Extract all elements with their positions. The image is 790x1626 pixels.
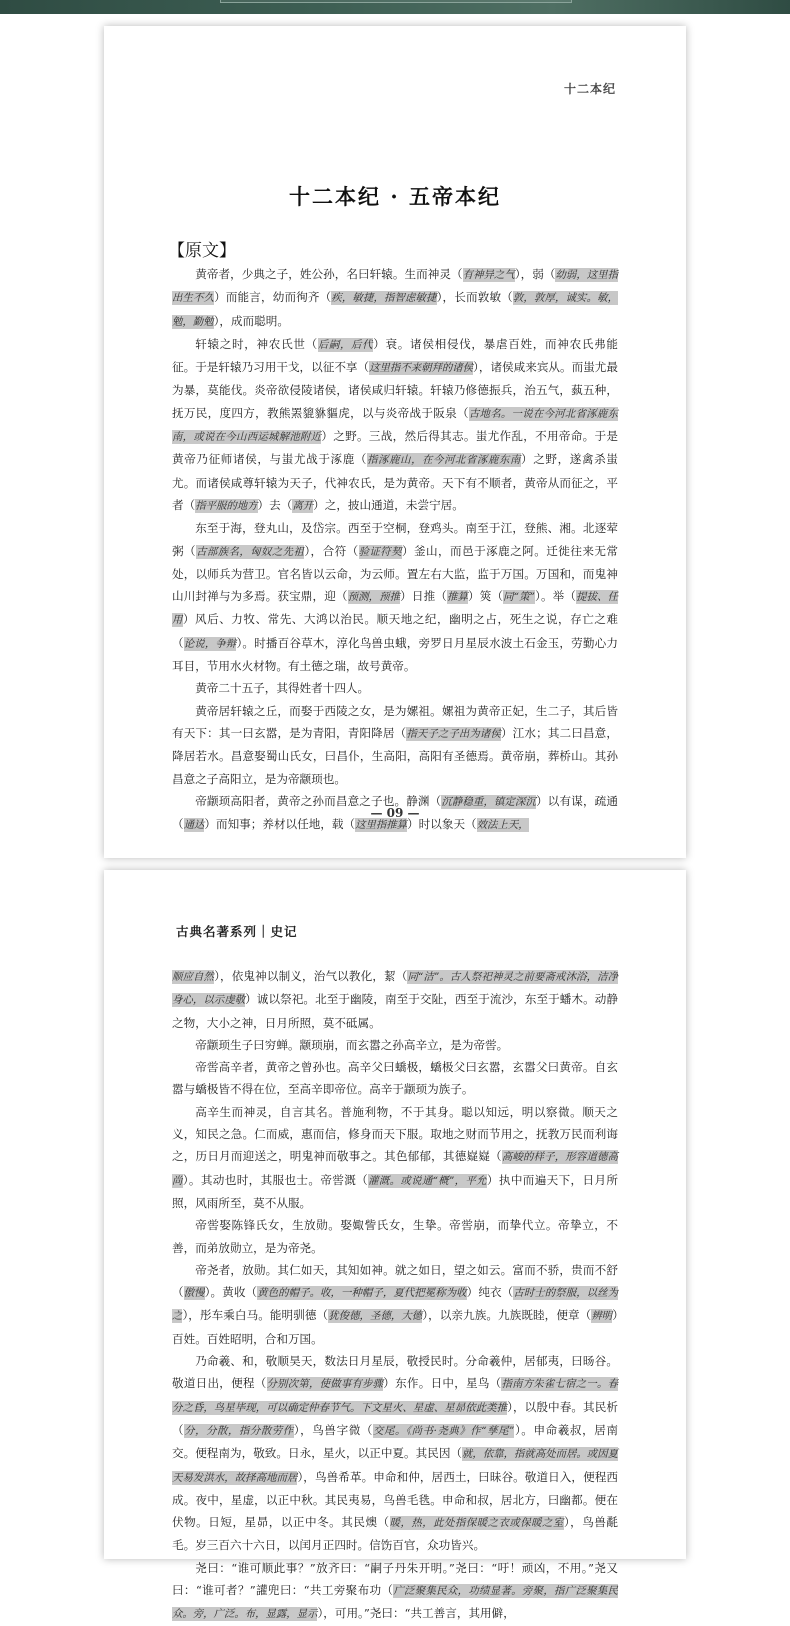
annotation-note: 这里指不来朝拜的诸侯 <box>369 362 474 375</box>
paragraph: 乃命羲、和，敬顺昊天，数法日月星辰，敬授民时。分命羲仲，居郁夷，曰旸谷。敬道日出，便程（分别次第，使做事有步骤）东作。日中，星鸟（指南方朱雀七宿之一。春分之昏，鸟星毕现，可以确定仲春节气。下文星火、星虚、星昴依此类推），以殷中春。其民析（分，分散，指分散劳作），鸟兽字微（交尾。《尚书·尧典》作“孳尾”）。申命羲叔，居南交。便程南为，敬致。日永，星火，以正中夏。其民因（就，依靠，指就高处而居。或因夏天易发洪水，故择高地而居），鸟兽希革。申命和仲，居西土，曰昧谷。敬道日入，便程西成。夜中，星虚，以正中秋。其民夷易，鸟兽毛毨。申命和叔，居北方，曰幽都。便在伏物。日短，星昴，以正中冬。其民燠（暖，热，此处指保暖之衣或保暖之室），鸟兽氄毛。岁三百六十六日，以闰月正四时。信饬百官，众功皆兴。 <box>172 1354 619 1553</box>
paragraph: 黄帝二十五子，其得姓者十四人。 <box>195 681 370 696</box>
book-page-left <box>104 26 686 858</box>
annotation-note: 指平服的地方 <box>195 499 258 512</box>
paragraph: 尧曰：“谁可顺此事？”放齐曰：“嗣子丹朱开明。”尧曰：“吁！顽凶，不用。”尧又曰：“谁可者？”讙兜曰：“共工旁聚布功（广泛聚集民众，功绩显著。旁聚，指广泛聚集民众。旁，广泛。布，显露，显示），可用。”尧曰：“共工善言，其用僻， <box>172 1560 618 1621</box>
book-page-right <box>104 870 686 1621</box>
annotation-note: 高峻的样子，形容道德高尚 <box>172 1151 618 1187</box>
annotation-note: 指涿鹿山，在今河北省涿鹿东南 <box>367 454 522 467</box>
section-label-original-text: 【原文】 <box>168 241 236 261</box>
annotation-note: 预测，预推 <box>347 591 401 604</box>
annotation-note: 犹俊德，圣德，大德 <box>328 1310 423 1323</box>
annotation-note: 敦，敦厚，诚实。敏，勉，勤勉 <box>172 292 619 328</box>
annotation-note: 傲慢 <box>183 1287 205 1300</box>
annotation-note: 这里指推算 <box>355 819 408 832</box>
paragraph: 轩辕之时，神农氏世（后嗣，后代）衰。诸侯相侵伐，暴虐百姓，而神农氏弗能征。于是轩辕乃习用干戈，以征不享（这里指不来朝拜的诸侯），诸侯咸来宾从。而蚩尤最为暴，莫能伐。炎帝欲侵陵诸侯，诸侯咸归轩辕。轩辕乃修德振兵，治五气，蓺五种，抚万民，度四方，教熊罴貔貅貙虎，以与炎帝战于阪泉（古地名。一说在今河北省涿鹿东南，或说在今山西运城解池附近）之野。三战，然后得其志。蚩尤作乱，不用帝命。于是黄帝乃征师诸侯，与蚩尤战于涿鹿（指涿鹿山，在今河北省涿鹿东南）之野，遂禽杀蚩尤。而诸侯咸尊轩辕为天子，代神农氏，是为黄帝。天下有不顺者，黄帝从而征之，平者（指平服的地方）去（离开）之，披山通道，未尝宁居。 <box>172 336 618 512</box>
banner-tab <box>220 0 572 3</box>
top-banner <box>0 0 790 14</box>
annotation-note: 沉静稳重，镇定深沉 <box>441 795 537 808</box>
annotation-note: 灌溉。或说通“概”，平允 <box>368 1174 487 1187</box>
annotation-note: 分，分散，指分散劳作 <box>184 1424 294 1437</box>
paragraph: 东至于海，登丸山，及岱宗。西至于空桐，登鸡头。南至于江，登熊、湘。北逐荤粥（古部族名，匈奴之先祖），合符（验证符契）釜山，而邑于涿鹿之阿。迁徙往来无常处，以师兵为营卫。官名皆以云命，为云师。置左右大监，监于万国。万国和，而鬼神山川封禅与为多焉。获宝鼎，迎（预测，预推）日推（推算）筴（同“策”）。举（提拔、任用）风后、力牧、常先、大鸿以治民。顺天地之纪，幽明之占，死生之说，存亡之难（论说，争辩）。时播百谷草木，淳化鸟兽虫蛾，旁罗日月星辰水波土石金玉，劳勤心力耳目，节用水火材物。有土德之瑞，故号黄帝。 <box>172 521 619 674</box>
annotation-note: 暖，热，此处指保暖之衣或保暖之室 <box>389 1517 564 1530</box>
paragraph: 帝尧者，放勋。其仁如天，其知如神。就之如日，望之如云。富而不骄，贵而不舒（傲慢）。黄收（黄色的帽子。收，一种帽子，夏代把冕称为收）纯衣（古时士的祭服，以丝为之），彤车乘白马。能明驯德（犹俊德，圣德，大德），以亲九族。九族既睦，便章（辨明）百姓。百姓昭明，合和万国。 <box>172 1262 619 1346</box>
annotation-note: 同“洁”。古人祭祀神灵之前要斋戒沐浴，洁净身心，以示虔敬 <box>172 971 619 1007</box>
annotation-note: 就，依靠，指就高处而居。或因夏天易发洪水，故择高地而居 <box>172 1448 618 1484</box>
annotation-note: 古时士的祭服，以丝为之 <box>172 1287 618 1323</box>
original-text-body <box>172 965 618 1626</box>
paragraph: 黄帝者，少典之子，姓公孙，名曰轩辕。生而神灵（有神异之气），弱（幼弱，这里指出生不久）而能言，幼而徇齐（疾，敏捷，指智虑敏捷），长而敦敏（敦，敦厚，诚实。敏，勉，勤勉），成而聪明。 <box>172 267 619 328</box>
annotation-note: 分别次第，使做事有步骤 <box>266 1378 384 1391</box>
running-header: 古典名著系列｜史记 <box>176 924 298 939</box>
annotation-note: 后嗣，后代 <box>317 338 374 351</box>
annotation-note: 指天子之子出为诸侯 <box>406 727 501 740</box>
annotation-note: 古部族名，匈奴之先祖 <box>196 545 305 558</box>
annotation-note: 疾，敏捷，指智虑敏捷 <box>331 292 437 305</box>
paragraph: 黄帝居轩辕之丘，而娶于西陵之女，是为嫘祖。嫘祖为黄帝正妃，生二子，其后皆有天下：其一曰玄嚣，是为青阳，青阳降居（指天子之子出为诸侯）江水；其二曰昌意，降居若水。昌意娶蜀山氏女，曰昌仆，生高阳，高阳有圣德焉。黄帝崩，葬桥山。其孙昌意之子高阳立，是为帝颛顼也。 <box>172 703 618 786</box>
annotation-note: 验证符契 <box>358 545 402 558</box>
annotation-note: 顺应自然 <box>172 971 215 983</box>
paragraph: 高辛生而神灵，自言其名。普施利物，不于其身。聪以知远，明以察微。顺天之义，知民之急。仁而威，惠而信，修身而天下服。取地之财而节用之，抚教万民而利诲之，历日月而迎送之，明鬼神而敬事之。其色郁郁，其德嶷嶷（高峻的样子，形容道德高尚）。其动也时，其服也士。帝喾溉（灌溉。或说通“概”，平允）执中而遍天下，日月所照，风雨所至，莫不从服。 <box>172 1104 619 1210</box>
annotation-note: 古地名。一说在今河北省涿鹿东南，或说在今山西运城解池附近 <box>172 407 618 444</box>
page-number: — 09 — <box>370 806 420 820</box>
annotation-note: 指南方朱雀七宿之一。春分之昏，鸟星毕现，可以确定仲春节气。下文星火、星虚、星昴依此类推 <box>172 1378 618 1414</box>
annotation-note: 有神异之气 <box>462 269 515 281</box>
annotation-note: 论说，争辩 <box>183 637 237 650</box>
chapter-title: 十二本纪 · 五帝本纪 <box>289 184 501 209</box>
annotation-note: 效法上天， <box>476 819 529 832</box>
original-text-body <box>172 263 618 836</box>
paragraph: 帝颛顼高阳者，黄帝之孙而昌意之子也。静渊（沉静稳重，镇定深沉）以有谋，疏通（通达）而知事；养材以任地，载（这里指推算）时以象天（效法上天， <box>172 793 618 832</box>
annotation-note: 同“策” <box>503 591 535 604</box>
paragraph: 顺应自然），依鬼神以制义，治气以教化，絜（同“洁”。古人祭祀神灵之前要斋戒沐浴，洁净身心，以示虔敬）诚以祭祀。北至于幽陵，南至于交阯，西至于流沙，东至于蟠木。动静之物，大小之神，日月所照，莫不砥属。 <box>172 969 619 1030</box>
annotation-note: 辨明 <box>591 1310 613 1323</box>
annotation-note: 通达 <box>183 819 205 832</box>
paragraph: 帝颛顼生子曰穷蝉。颛顼崩，而玄嚣之孙高辛立，是为帝喾。 <box>195 1037 509 1052</box>
annotation-note: 提拔、任用 <box>172 591 619 627</box>
annotation-note: 推算 <box>447 591 469 604</box>
annotation-note: 黄色的帽子。收，一种帽子，夏代把冕称为收 <box>257 1287 467 1300</box>
paragraph: 帝喾娶陈锋氏女，生放勋。娶娵訾氏女，生挚。帝喾崩，而挚代立。帝挚立，不善，而弟放勋立，是为帝尧。 <box>172 1218 618 1255</box>
annotation-note: 交尾。《尚书·尧典》作“孳尾” <box>373 1424 515 1437</box>
annotation-note: 广泛聚集民众，功绩显著。旁聚，指广泛聚集民众。旁，广泛。布，显露，显示 <box>172 1585 618 1621</box>
annotation-note: 幼弱，这里指出生不久 <box>172 269 618 305</box>
paragraph: 帝喾高辛者，黄帝之曾孙也。高辛父曰蟜极，蟜极父曰玄嚣，玄嚣父曰黄帝。自玄嚣与蟜极皆不得在位，至高辛即帝位。高辛于颛顼为族子。 <box>172 1060 618 1097</box>
annotation-note: 离开 <box>292 499 314 512</box>
running-header: 十二本纪 <box>563 82 616 96</box>
